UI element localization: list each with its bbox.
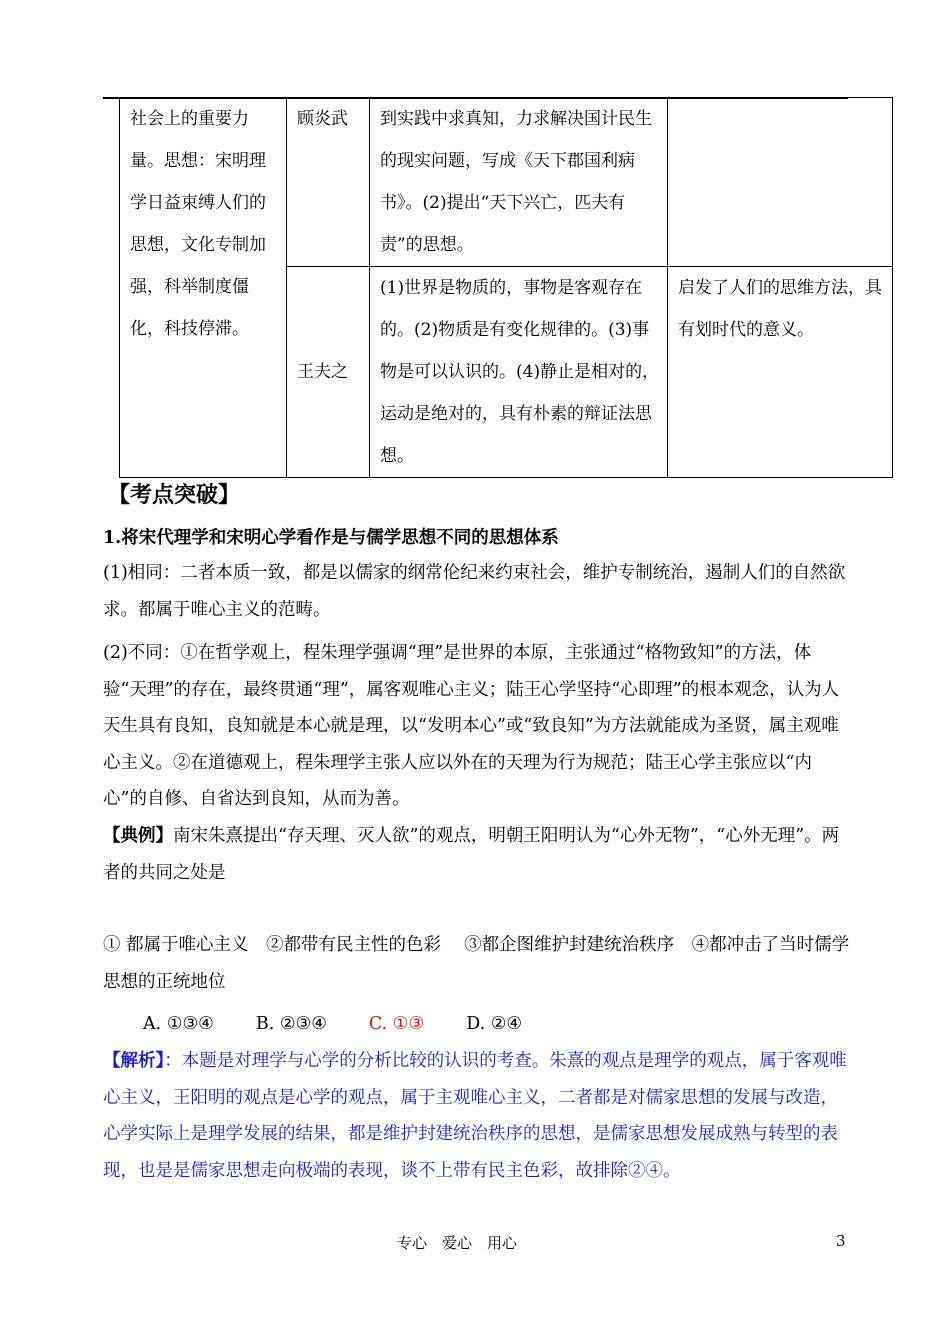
point-title: 1.将宋代理学和宋明心学看作是与儒学思想不同的思想体系 bbox=[103, 528, 559, 548]
analysis-text: ：本题是对理学与心学的分析比较的认识的考查。朱熹的观点是理学的观点，属于客观唯心主义，王阳明的观点是心学的观点，属于主观唯心主义，二者都是对儒家思想的发展与改造，心学实际上是理学发展的结果，都是维护封建统治秩序的思想，是儒家思想发展成熟与转型的表现，也是是儒家思想走向极端的表现，谈不上带有民主色彩，故排除②④。 bbox=[103, 1051, 847, 1181]
answer-options bbox=[143, 1006, 893, 1043]
point-different: (2)不同：①在哲学观上，程朱理学强调“理”是世界的本原，主张通过“格物致知”的方法，体验“天理”的存在，最终贯通“理”，属客观唯心主义；陆王心学坚持“心即理”的根本观念，认为人天生具有良知，良知就是本心就是理，以“发明本心”或“致良知”为方法就能成为圣贤，属主观唯心主义。②在道德观上，程朱理学主张人应以外在的天理为行为规范；陆王心学主张应以“内心”的自修、自省达到良知，从而为善。 bbox=[103, 643, 840, 809]
point-same: (1)相同：二者本质一致，都是以儒家的纲常伦纪来约束社会，维护专制统治，遏制人们的自然欲求。都属于唯心主义的范畴。 bbox=[103, 563, 846, 620]
section-title: 【考点突破】 bbox=[108, 483, 241, 508]
option-d: D. ②④ bbox=[466, 1014, 523, 1034]
thinker-impact-cell: 启发了人们的思维方法，具有划时代的意义。 bbox=[668, 267, 893, 478]
thinker-name-cell: 王夫之 bbox=[287, 267, 370, 478]
analysis bbox=[103, 1043, 853, 1189]
thinker-name-cell: 顾炎武 bbox=[287, 98, 370, 267]
analysis-label: 【解析】 bbox=[103, 1051, 165, 1071]
option-a: A. ①③④ bbox=[143, 1014, 214, 1034]
thinkers-table bbox=[119, 97, 893, 478]
option-c-correct: C. ①③ bbox=[368, 1014, 425, 1034]
thinker-impact-cell bbox=[668, 98, 893, 267]
option-b: B. ②③④ bbox=[255, 1014, 327, 1034]
background-cell: 社会上的重要力量。思想：宋明理学日益束缚人们的思想，文化专制加强，科举制度僵化，科技停滞。 bbox=[120, 98, 287, 478]
example-label: 【典例】 bbox=[103, 826, 173, 846]
example-statements: ① 都属于唯心主义 ②都带有民主性的色彩 ③都企图维护封建统治秩序 ④都冲击了当时儒学思想的正统地位 bbox=[103, 935, 850, 992]
example-text: 南宋朱熹提出“存天理、灭人欲”的观点，明朝王阳明认为“心外无物”，“心外无理”。两者的共同之处是 bbox=[103, 826, 840, 883]
page-number: 3 bbox=[836, 1232, 846, 1250]
table-row bbox=[120, 98, 893, 267]
footer-motto: 专心 爱心 用心 bbox=[397, 1234, 518, 1252]
thinker-content-cell: (1)世界是物质的，事物是客观存在的。(2)物质是有变化规律的。(3)事物是可以认识的。(4)静止是相对的，运动是绝对的，具有朴素的辩证法思想。 bbox=[370, 267, 668, 478]
example-question bbox=[103, 818, 853, 891]
thinker-content-cell: 到实践中求真知，力求解决国计民生的现实问题，写成《天下郡国利病书》。(2)提出“天下兴亡，匹夫有责”的思想。 bbox=[370, 98, 668, 267]
